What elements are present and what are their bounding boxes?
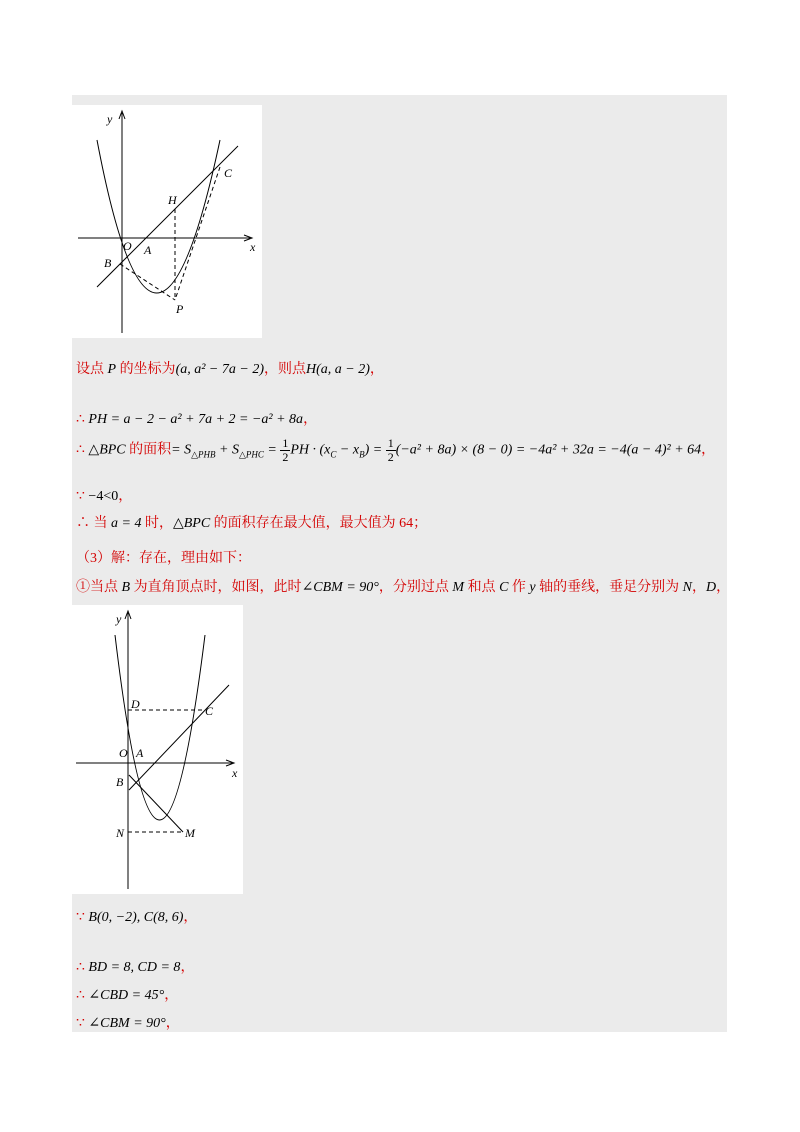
expr-part: − x: [336, 442, 360, 458]
text-segment: 设点: [76, 362, 108, 377]
therefore-symbol: ∴: [76, 988, 89, 1003]
fraction-half: [386, 437, 396, 464]
subscript: B: [359, 449, 365, 460]
label-h: H: [168, 193, 177, 207]
text-segment: ，: [303, 412, 318, 427]
text-line-1: [76, 358, 384, 378]
label-m: M: [185, 826, 195, 840]
point-c: C: [499, 580, 509, 595]
label-a: A: [136, 746, 144, 760]
text-line-11: [76, 1012, 180, 1032]
expr-part: + S: [215, 442, 239, 458]
angle-cbd: ∠CBD = 45°: [88, 988, 165, 1003]
expr-part: PH · (x: [290, 442, 331, 458]
subscript: C: [330, 449, 337, 460]
expr-bd-cd: BD = 8, CD = 8: [88, 960, 181, 975]
label-y: y: [107, 112, 113, 126]
coords-b-c: B(0, −2), C(8, 6): [88, 910, 184, 925]
fraction-half: [280, 437, 290, 464]
text-segment: 轴的垂线，垂足分别为: [535, 580, 683, 595]
angle-cbm: ∠CBM = 90°: [88, 1016, 166, 1031]
therefore-symbol: ∴: [76, 412, 89, 427]
text-segment: ，: [716, 580, 731, 595]
expr-ph: PH = a − 2 − a² + 7a + 2 = −a² + 8a: [88, 412, 304, 427]
triangle-bpc: △BPC: [172, 516, 211, 531]
text-line-4: [76, 485, 132, 505]
text-segment: ，: [691, 580, 706, 595]
fraction-denominator: 2: [387, 450, 394, 464]
parabola-curve: [97, 140, 220, 293]
expr-part: =: [263, 442, 281, 458]
fraction-numerator: 1: [387, 436, 394, 450]
text-segment: 作: [508, 580, 530, 595]
label-p: P: [176, 302, 184, 316]
figure-parabola-2: [72, 605, 243, 894]
point-n: N: [682, 580, 692, 595]
text-segment: 的面积: [125, 442, 172, 458]
line-bc: [129, 685, 229, 790]
subscript: △PHB: [191, 449, 216, 460]
text-line-10: [76, 984, 178, 1004]
subscript: △PHC: [238, 449, 264, 460]
text-line-2: [76, 408, 317, 428]
text-segment: ，: [183, 910, 198, 925]
axis-y: y: [529, 580, 536, 595]
label-b: B: [116, 775, 124, 789]
text-segment: ，: [180, 960, 195, 975]
angle-cbm: ∠CBM = 90°: [301, 580, 379, 595]
text-segment: ，则点: [263, 362, 306, 377]
text-segment: 和点: [464, 580, 500, 595]
label-x: x: [232, 766, 238, 780]
because-symbol: ∵: [76, 910, 89, 925]
text-segment: ，: [118, 489, 133, 504]
text-segment: ，: [701, 442, 716, 458]
text-segment: ，: [369, 362, 384, 377]
label-a: A: [144, 243, 152, 257]
expr-part: = S: [171, 442, 192, 458]
text-segment: ，: [164, 988, 179, 1003]
text-segment: 时，: [141, 516, 173, 531]
expr-part: (−a² + 8a) × (8 − 0) = −4a² + 32a = −4(a − 4)² + 64: [395, 442, 702, 458]
point-m: M: [452, 580, 465, 595]
coord-h: H(a, a − 2): [305, 362, 370, 377]
text-line-3: [76, 437, 715, 464]
because-symbol: ∵: [76, 1016, 89, 1031]
text-segment: 为直角顶点时，如图，此时: [130, 580, 302, 595]
point-b: B: [121, 580, 131, 595]
expr-part: ) =: [364, 442, 386, 458]
therefore-symbol: ∴: [76, 960, 89, 975]
therefore-symbol: ∴: [76, 442, 89, 458]
fraction-numerator: 1: [282, 436, 289, 450]
text-segment: 当: [93, 516, 111, 531]
text-segment: ①当点: [76, 580, 122, 595]
label-y: y: [116, 612, 122, 626]
expr-neg4: −4<0: [88, 489, 119, 504]
text-line-8: [76, 906, 197, 926]
therefore-symbol: ∴: [76, 516, 94, 531]
label-n: N: [116, 826, 125, 840]
text-line-6: （3）解：存在，理由如下：: [76, 551, 251, 566]
label-d: D: [131, 697, 140, 711]
label-c: C: [224, 166, 233, 180]
text-line-9: [76, 956, 194, 976]
label-x: x: [250, 240, 256, 254]
point-d: D: [705, 580, 717, 595]
graph-2: [72, 605, 243, 894]
point-p: P: [107, 362, 117, 377]
fraction-denominator: 2: [282, 450, 289, 464]
label-b: B: [104, 256, 112, 270]
label-o: O: [119, 746, 128, 760]
expr-a4: a = 4: [111, 516, 142, 531]
label-o: O: [123, 239, 132, 253]
triangle-bpc: △BPC: [88, 442, 126, 458]
graph-1: [72, 105, 262, 338]
text-segment: 的坐标为: [116, 362, 176, 377]
text-segment: 的面积存在最大值，最大值为 64；: [210, 516, 428, 531]
text-line-7: [76, 576, 730, 596]
segment-bm: [129, 775, 183, 832]
because-symbol: ∵: [76, 489, 89, 504]
segment-pb: [120, 264, 175, 300]
coord-p: (a, a² − 7a − 2): [175, 362, 264, 377]
text-segment: ，分别过点: [378, 580, 453, 595]
text-segment: ，: [165, 1016, 180, 1031]
label-c: C: [205, 704, 214, 718]
line-bc: [97, 146, 238, 287]
text-line-5: [76, 512, 427, 532]
figure-parabola-1: [72, 105, 262, 338]
